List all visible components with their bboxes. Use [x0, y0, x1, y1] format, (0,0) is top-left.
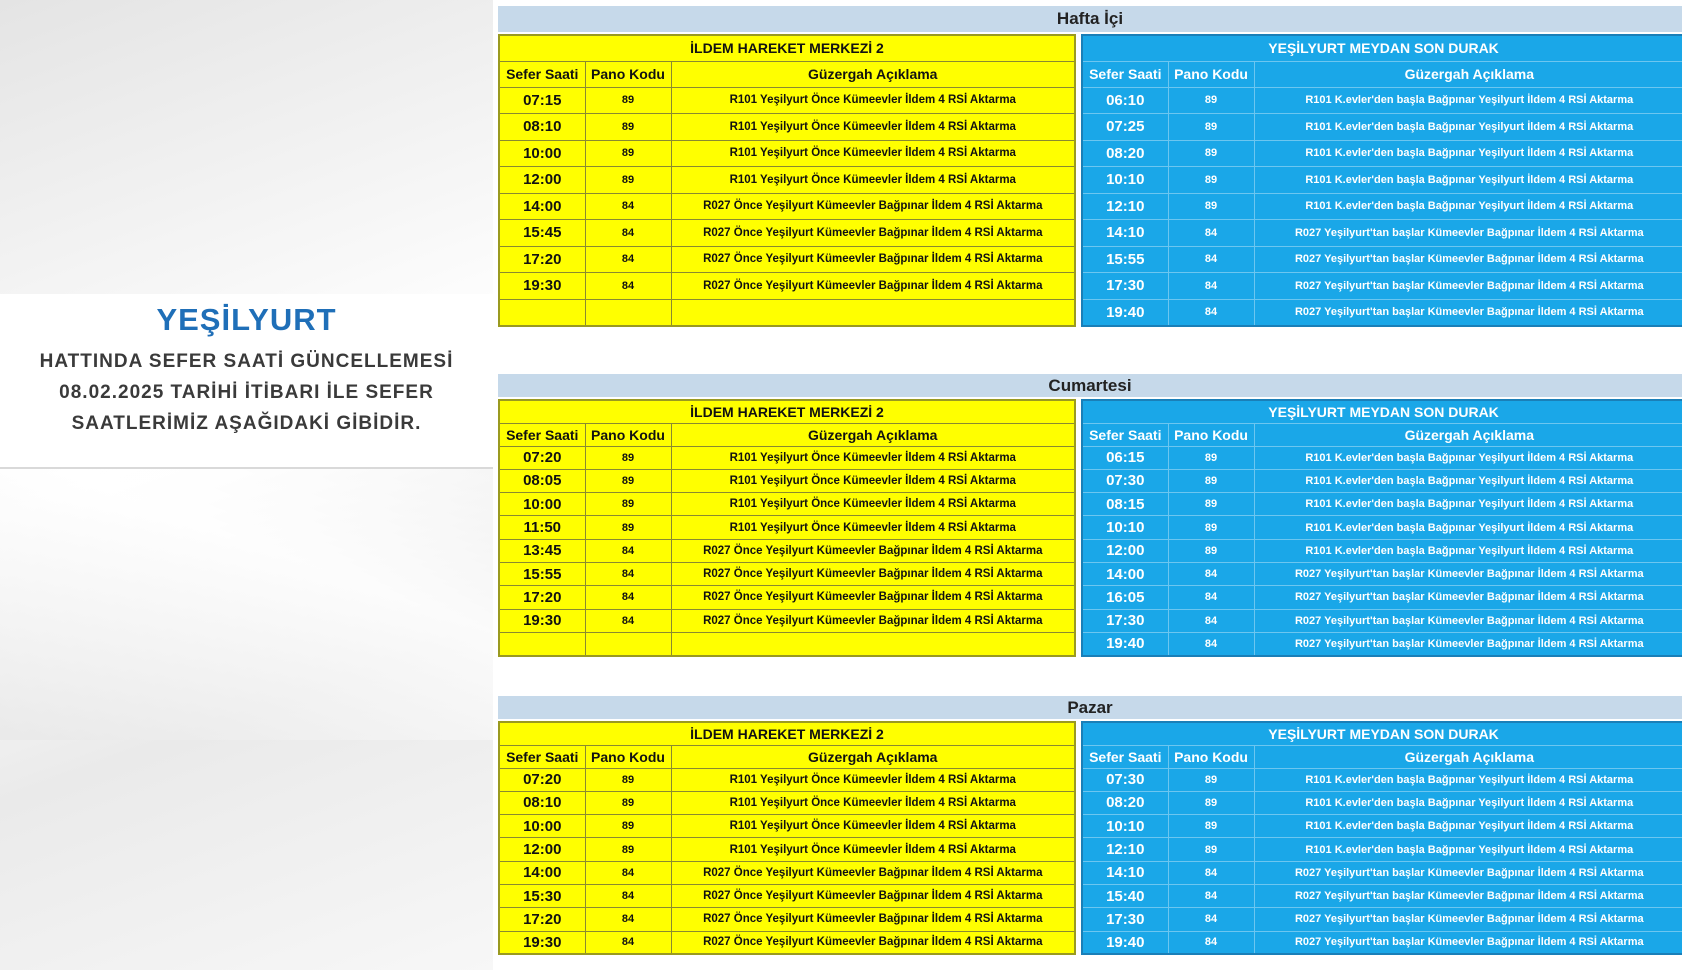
table-title: İLDEM HAREKET MERKEZİ 2: [499, 35, 1075, 61]
board-code: 89: [585, 493, 671, 516]
table-row: [499, 838, 1075, 861]
column-header-code: Pano Kodu: [1168, 745, 1254, 768]
departure-time: 19:40: [1082, 931, 1168, 954]
column-header-route: Güzergah Açıklama: [1254, 423, 1682, 446]
departure-time: 10:00: [499, 493, 585, 516]
departure-time: 07:20: [499, 768, 585, 791]
board-code: [585, 632, 671, 655]
table-row: [499, 539, 1075, 562]
tables-row: [498, 721, 1682, 955]
departure-time: 15:40: [1082, 884, 1168, 907]
departure-time: 15:55: [1082, 246, 1168, 273]
board-code: 84: [585, 884, 671, 907]
board-code: 89: [585, 446, 671, 469]
route-description: R027 Yeşilyurt'tan başlar Kümeevler Bağpınar İldem 4 RSİ Aktarma: [1254, 273, 1682, 300]
route-description: R027 Yeşilyurt'tan başlar Kümeevler Bağpınar İldem 4 RSİ Aktarma: [1254, 861, 1682, 884]
column-header-route: Güzergah Açıklama: [1254, 745, 1682, 768]
table-row: [1082, 539, 1682, 562]
route-description: R027 Önce Yeşilyurt Kümeevler Bağpınar İldem 4 RSİ Aktarma: [671, 539, 1075, 562]
departure-table-yesilyurt: [1081, 399, 1682, 657]
route-description: R027 Önce Yeşilyurt Kümeevler Bağpınar İldem 4 RSİ Aktarma: [671, 884, 1075, 907]
departure-time: 07:30: [1082, 768, 1168, 791]
route-description: R101 Yeşilyurt Önce Kümeevler İldem 4 RSİ Aktarma: [671, 815, 1075, 838]
route-description: R101 K.evler'den başla Bağpınar Yeşilyurt İldem 4 RSİ Aktarma: [1254, 446, 1682, 469]
board-code: 89: [1168, 446, 1254, 469]
departure-time: [499, 299, 585, 326]
board-code: 89: [1168, 815, 1254, 838]
route-description: R101 K.evler'den başla Bağpınar Yeşilyurt İldem 4 RSİ Aktarma: [1254, 768, 1682, 791]
board-code: 89: [1168, 539, 1254, 562]
table-row: [1082, 193, 1682, 220]
board-code: 84: [1168, 273, 1254, 300]
board-code: 84: [1168, 861, 1254, 884]
route-description: R027 Önce Yeşilyurt Kümeevler Bağpınar İldem 4 RSİ Aktarma: [671, 562, 1075, 585]
route-description: R101 K.evler'den başla Bağpınar Yeşilyurt İldem 4 RSİ Aktarma: [1254, 469, 1682, 492]
board-code: 84: [585, 273, 671, 300]
board-code: 84: [1168, 299, 1254, 326]
board-code: 89: [1168, 791, 1254, 814]
board-code: 89: [1168, 167, 1254, 194]
route-description: R101 Yeşilyurt Önce Kümeevler İldem 4 RSİ Aktarma: [671, 114, 1075, 141]
table-row: [1082, 768, 1682, 791]
table-row: [1082, 446, 1682, 469]
column-header-time: Sefer Saati: [1082, 745, 1168, 768]
departure-time: 19:30: [499, 273, 585, 300]
column-header-time: Sefer Saati: [499, 61, 585, 87]
table-row: [499, 931, 1075, 954]
board-code: 89: [585, 114, 671, 141]
board-code: 84: [1168, 632, 1254, 655]
departure-time: 17:30: [1082, 908, 1168, 931]
board-code: 84: [585, 609, 671, 632]
departure-time: 10:10: [1082, 516, 1168, 539]
table-row: [1082, 838, 1682, 861]
route-description: R101 Yeşilyurt Önce Kümeevler İldem 4 RSİ Aktarma: [671, 838, 1075, 861]
table-row: [1082, 167, 1682, 194]
schedule-section: [498, 374, 1682, 657]
board-code: 84: [585, 586, 671, 609]
route-description: R027 Yeşilyurt'tan başlar Kümeevler Bağpınar İldem 4 RSİ Aktarma: [1254, 220, 1682, 247]
column-header-code: Pano Kodu: [585, 423, 671, 446]
departure-time: 07:15: [499, 87, 585, 114]
route-description: R101 Yeşilyurt Önce Kümeevler İldem 4 RSİ Aktarma: [671, 167, 1075, 194]
departure-time: 15:45: [499, 220, 585, 247]
board-code: 89: [1168, 87, 1254, 114]
route-description: R101 K.evler'den başla Bağpınar Yeşilyurt İldem 4 RSİ Aktarma: [1254, 140, 1682, 167]
route-description: R101 Yeşilyurt Önce Kümeevler İldem 4 RSİ Aktarma: [671, 446, 1075, 469]
departure-time: 08:15: [1082, 493, 1168, 516]
departure-time: 08:20: [1082, 140, 1168, 167]
table-row: [499, 469, 1075, 492]
departure-table-ildem: [498, 34, 1076, 327]
board-code: [585, 299, 671, 326]
route-description: R101 K.evler'den başla Bağpınar Yeşilyurt İldem 4 RSİ Aktarma: [1254, 791, 1682, 814]
table-row: [499, 167, 1075, 194]
table-row: [499, 140, 1075, 167]
departure-time: 14:00: [499, 193, 585, 220]
departure-time: 07:30: [1082, 469, 1168, 492]
departure-time: 14:00: [499, 861, 585, 884]
table-row: [499, 114, 1075, 141]
departure-time: 08:05: [499, 469, 585, 492]
table-row: [499, 815, 1075, 838]
route-description: R027 Yeşilyurt'tan başlar Kümeevler Bağpınar İldem 4 RSİ Aktarma: [1254, 562, 1682, 585]
column-header-time: Sefer Saati: [499, 423, 585, 446]
table-title: YEŞİLYURT MEYDAN SON DURAK: [1082, 400, 1682, 423]
board-code: 84: [1168, 220, 1254, 247]
table-title: İLDEM HAREKET MERKEZİ 2: [499, 400, 1075, 423]
departure-time: 07:20: [499, 446, 585, 469]
departure-time: 10:00: [499, 815, 585, 838]
table-row: [1082, 931, 1682, 954]
route-description: R027 Yeşilyurt'tan başlar Kümeevler Bağpınar İldem 4 RSİ Aktarma: [1254, 246, 1682, 273]
departure-time: 12:10: [1082, 838, 1168, 861]
route-description: R101 K.evler'den başla Bağpınar Yeşilyurt İldem 4 RSİ Aktarma: [1254, 87, 1682, 114]
departure-time: 16:05: [1082, 586, 1168, 609]
departure-table-ildem: [498, 721, 1076, 955]
table-row: [1082, 815, 1682, 838]
board-code: 89: [585, 791, 671, 814]
departure-time: 19:40: [1082, 299, 1168, 326]
table-row: [499, 193, 1075, 220]
table-row: [499, 299, 1075, 326]
table-row: [499, 908, 1075, 931]
departure-time: 17:30: [1082, 609, 1168, 632]
table-title: İLDEM HAREKET MERKEZİ 2: [499, 722, 1075, 745]
route-description: R027 Önce Yeşilyurt Kümeevler Bağpınar İldem 4 RSİ Aktarma: [671, 908, 1075, 931]
departure-time: 08:20: [1082, 791, 1168, 814]
departure-time: 17:30: [1082, 273, 1168, 300]
board-code: 84: [585, 193, 671, 220]
route-description: R101 Yeşilyurt Önce Kümeevler İldem 4 RSİ Aktarma: [671, 791, 1075, 814]
board-code: 84: [585, 908, 671, 931]
departure-time: 14:10: [1082, 220, 1168, 247]
table-row: [1082, 87, 1682, 114]
table-row: [499, 791, 1075, 814]
route-description: R101 Yeşilyurt Önce Kümeevler İldem 4 RSİ Aktarma: [671, 140, 1075, 167]
table-row: [499, 768, 1075, 791]
departure-table-ildem: [498, 399, 1076, 657]
departure-table-yesilyurt: [1081, 34, 1682, 327]
board-code: 84: [1168, 246, 1254, 273]
column-header-time: Sefer Saati: [1082, 61, 1168, 87]
board-code: 89: [1168, 193, 1254, 220]
table-row: [499, 632, 1075, 655]
board-code: 89: [1168, 768, 1254, 791]
departure-time: 15:55: [499, 562, 585, 585]
route-description: R101 Yeşilyurt Önce Kümeevler İldem 4 RSİ Aktarma: [671, 469, 1075, 492]
route-description: R027 Önce Yeşilyurt Kümeevler Bağpınar İldem 4 RSİ Aktarma: [671, 586, 1075, 609]
route-description: R101 Yeşilyurt Önce Kümeevler İldem 4 RSİ Aktarma: [671, 493, 1075, 516]
route-description: R101 K.evler'den başla Bağpınar Yeşilyurt İldem 4 RSİ Aktarma: [1254, 493, 1682, 516]
table-row: [1082, 586, 1682, 609]
departure-time: 12:00: [499, 838, 585, 861]
board-code: 84: [1168, 884, 1254, 907]
departure-time: 14:10: [1082, 861, 1168, 884]
table-title: YEŞİLYURT MEYDAN SON DURAK: [1082, 35, 1682, 61]
board-code: 89: [1168, 140, 1254, 167]
departure-time: 19:30: [499, 609, 585, 632]
route-description: R027 Önce Yeşilyurt Kümeevler Bağpınar İldem 4 RSİ Aktarma: [671, 609, 1075, 632]
day-header: Cumartesi: [498, 374, 1682, 397]
column-header-route: Güzergah Açıklama: [1254, 61, 1682, 87]
table-row: [1082, 220, 1682, 247]
board-code: 89: [585, 768, 671, 791]
board-code: 84: [1168, 609, 1254, 632]
schedule-section: [498, 696, 1682, 955]
day-header: Pazar: [498, 696, 1682, 719]
route-description: R027 Yeşilyurt'tan başlar Kümeevler Bağpınar İldem 4 RSİ Aktarma: [1254, 609, 1682, 632]
column-header-code: Pano Kodu: [1168, 423, 1254, 446]
board-code: 84: [1168, 586, 1254, 609]
board-code: 84: [585, 246, 671, 273]
board-code: 89: [1168, 838, 1254, 861]
column-header-route: Güzergah Açıklama: [671, 745, 1075, 768]
board-code: 89: [585, 167, 671, 194]
board-code: 89: [585, 140, 671, 167]
table-row: [1082, 632, 1682, 655]
announcement-line-2: 08.02.2025 TARİHİ İTİBARI İLE SEFER: [59, 382, 434, 403]
departure-time: 12:00: [1082, 539, 1168, 562]
board-code: 84: [1168, 562, 1254, 585]
route-description: [671, 299, 1075, 326]
departure-time: 15:30: [499, 884, 585, 907]
table-row: [1082, 469, 1682, 492]
board-code: 84: [585, 539, 671, 562]
table-row: [499, 516, 1075, 539]
tables-row: [498, 34, 1682, 327]
background-stripe: [0, 440, 493, 740]
route-description: R027 Yeşilyurt'tan başlar Kümeevler Bağpınar İldem 4 RSİ Aktarma: [1254, 632, 1682, 655]
route-description: R027 Önce Yeşilyurt Kümeevler Bağpınar İldem 4 RSİ Aktarma: [671, 220, 1075, 247]
departure-time: 06:15: [1082, 446, 1168, 469]
board-code: 89: [1168, 516, 1254, 539]
route-description: R101 K.evler'den başla Bağpınar Yeşilyurt İldem 4 RSİ Aktarma: [1254, 516, 1682, 539]
table-row: [499, 87, 1075, 114]
route-description: R101 Yeşilyurt Önce Kümeevler İldem 4 RSİ Aktarma: [671, 87, 1075, 114]
column-header-code: Pano Kodu: [1168, 61, 1254, 87]
departure-time: 17:20: [499, 586, 585, 609]
departure-time: 11:50: [499, 516, 585, 539]
departure-time: 14:00: [1082, 562, 1168, 585]
departure-time: 19:30: [499, 931, 585, 954]
route-description: R101 Yeşilyurt Önce Kümeevler İldem 4 RSİ Aktarma: [671, 516, 1075, 539]
table-row: [499, 246, 1075, 273]
board-code: 89: [1168, 114, 1254, 141]
board-code: 84: [1168, 908, 1254, 931]
column-header-time: Sefer Saati: [499, 745, 585, 768]
route-description: R027 Yeşilyurt'tan başlar Kümeevler Bağpınar İldem 4 RSİ Aktarma: [1254, 884, 1682, 907]
announcement-box: [0, 294, 493, 469]
departure-time: 10:00: [499, 140, 585, 167]
route-description: R101 K.evler'den başla Bağpınar Yeşilyurt İldem 4 RSİ Aktarma: [1254, 539, 1682, 562]
board-code: 84: [1168, 931, 1254, 954]
route-description: R101 K.evler'den başla Bağpınar Yeşilyurt İldem 4 RSİ Aktarma: [1254, 815, 1682, 838]
column-header-route: Güzergah Açıklama: [671, 423, 1075, 446]
table-row: [1082, 114, 1682, 141]
announcement-title: YEŞİLYURT: [156, 302, 337, 337]
table-row: [499, 562, 1075, 585]
table-row: [1082, 609, 1682, 632]
schedule-section: [498, 6, 1682, 327]
route-description: R027 Önce Yeşilyurt Kümeevler Bağpınar İldem 4 RSİ Aktarma: [671, 193, 1075, 220]
route-description: R027 Yeşilyurt'tan başlar Kümeevler Bağpınar İldem 4 RSİ Aktarma: [1254, 586, 1682, 609]
departure-time: 12:10: [1082, 193, 1168, 220]
route-description: R101 Yeşilyurt Önce Kümeevler İldem 4 RSİ Aktarma: [671, 768, 1075, 791]
departure-time: 10:10: [1082, 815, 1168, 838]
departure-time: [499, 632, 585, 655]
route-description: R027 Önce Yeşilyurt Kümeevler Bağpınar İldem 4 RSİ Aktarma: [671, 931, 1075, 954]
departure-time: 13:45: [499, 539, 585, 562]
board-code: 84: [585, 562, 671, 585]
route-description: R027 Önce Yeşilyurt Kümeevler Bağpınar İldem 4 RSİ Aktarma: [671, 861, 1075, 884]
announcement-line-1: HATTINDA SEFER SAATİ GÜNCELLEMESİ: [39, 351, 454, 372]
departure-time: 08:10: [499, 791, 585, 814]
table-row: [1082, 299, 1682, 326]
departure-time: 10:10: [1082, 167, 1168, 194]
route-description: R027 Önce Yeşilyurt Kümeevler Bağpınar İldem 4 RSİ Aktarma: [671, 246, 1075, 273]
board-code: 84: [585, 861, 671, 884]
table-row: [1082, 884, 1682, 907]
departure-time: 07:25: [1082, 114, 1168, 141]
table-row: [1082, 140, 1682, 167]
route-description: R027 Yeşilyurt'tan başlar Kümeevler Bağpınar İldem 4 RSİ Aktarma: [1254, 931, 1682, 954]
departure-time: 17:20: [499, 908, 585, 931]
departure-time: 17:20: [499, 246, 585, 273]
table-title: YEŞİLYURT MEYDAN SON DURAK: [1082, 722, 1682, 745]
board-code: 89: [1168, 493, 1254, 516]
column-header-route: Güzergah Açıklama: [671, 61, 1075, 87]
route-description: R101 K.evler'den başla Bağpınar Yeşilyurt İldem 4 RSİ Aktarma: [1254, 114, 1682, 141]
board-code: 89: [1168, 469, 1254, 492]
table-row: [499, 609, 1075, 632]
departure-time: 06:10: [1082, 87, 1168, 114]
column-header-time: Sefer Saati: [1082, 423, 1168, 446]
column-header-code: Pano Kodu: [585, 61, 671, 87]
board-code: 84: [585, 220, 671, 247]
table-row: [499, 586, 1075, 609]
route-description: R027 Yeşilyurt'tan başlar Kümeevler Bağpınar İldem 4 RSİ Aktarma: [1254, 908, 1682, 931]
table-row: [499, 493, 1075, 516]
table-row: [1082, 562, 1682, 585]
board-code: 89: [585, 87, 671, 114]
board-code: 89: [585, 838, 671, 861]
announcement-line-3: SAATLERİMİZ AŞAĞIDAKİ GİBİDİR.: [71, 413, 422, 434]
column-header-code: Pano Kodu: [585, 745, 671, 768]
departure-time: 19:40: [1082, 632, 1168, 655]
board-code: 89: [585, 815, 671, 838]
route-description: R101 K.evler'den başla Bağpınar Yeşilyurt İldem 4 RSİ Aktarma: [1254, 167, 1682, 194]
table-row: [1082, 908, 1682, 931]
day-header: Hafta İçi: [498, 6, 1682, 32]
departure-table-yesilyurt: [1081, 721, 1682, 955]
table-row: [1082, 493, 1682, 516]
table-row: [499, 884, 1075, 907]
table-row: [1082, 273, 1682, 300]
route-description: R101 K.evler'den başla Bağpınar Yeşilyurt İldem 4 RSİ Aktarma: [1254, 193, 1682, 220]
route-description: R027 Önce Yeşilyurt Kümeevler Bağpınar İldem 4 RSİ Aktarma: [671, 273, 1075, 300]
route-description: R101 K.evler'den başla Bağpınar Yeşilyurt İldem 4 RSİ Aktarma: [1254, 838, 1682, 861]
table-row: [499, 273, 1075, 300]
board-code: 89: [585, 469, 671, 492]
board-code: 84: [585, 931, 671, 954]
table-row: [1082, 861, 1682, 884]
table-row: [1082, 791, 1682, 814]
tables-row: [498, 399, 1682, 657]
table-row: [499, 220, 1075, 247]
route-description: R027 Yeşilyurt'tan başlar Kümeevler Bağpınar İldem 4 RSİ Aktarma: [1254, 299, 1682, 326]
departure-time: 12:00: [499, 167, 585, 194]
table-row: [499, 861, 1075, 884]
table-row: [1082, 516, 1682, 539]
table-row: [1082, 246, 1682, 273]
board-code: 89: [585, 516, 671, 539]
table-row: [499, 446, 1075, 469]
route-description: [671, 632, 1075, 655]
left-background-panel: [0, 0, 493, 970]
departure-time: 08:10: [499, 114, 585, 141]
